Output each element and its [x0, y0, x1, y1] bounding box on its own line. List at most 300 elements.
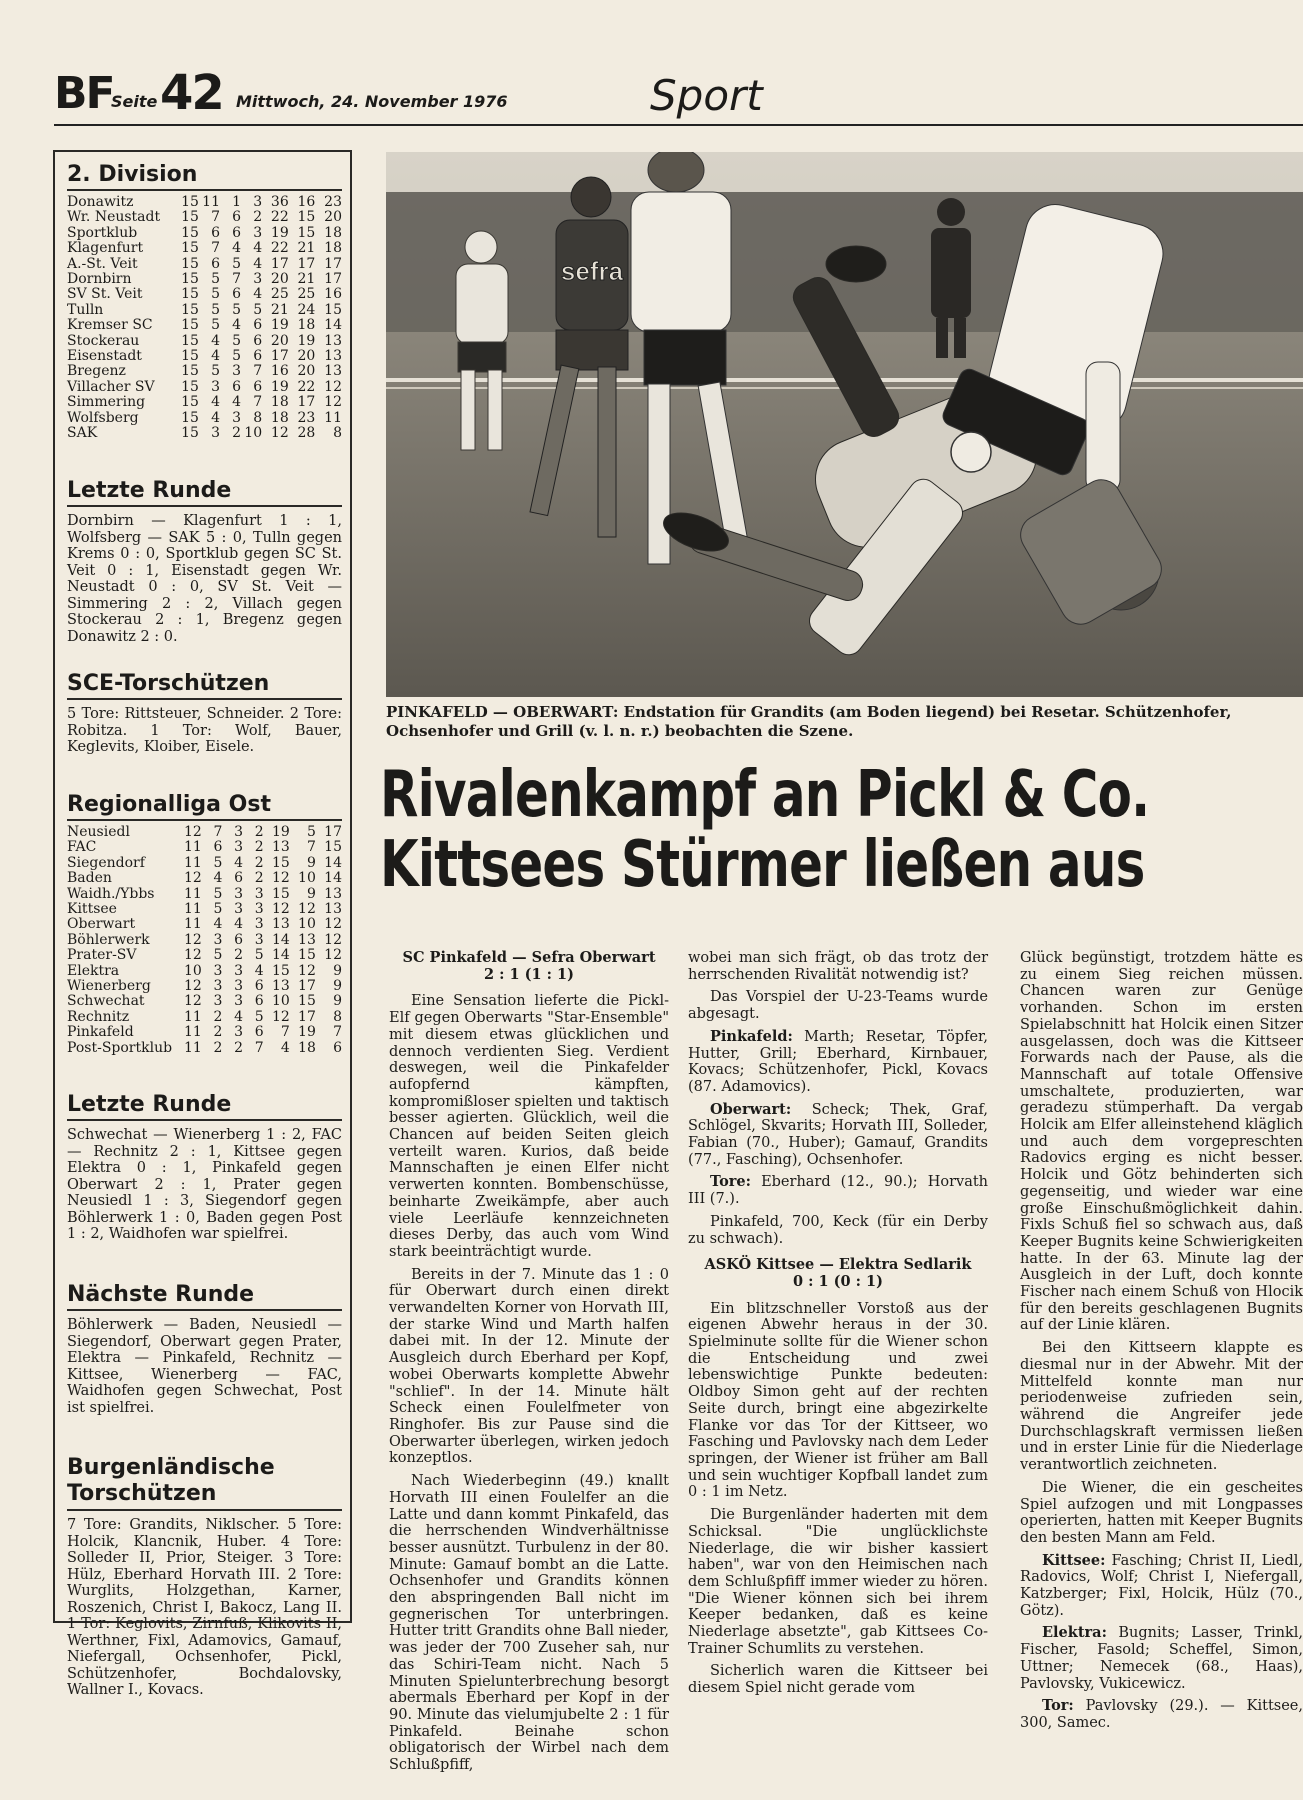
standings-value: 4	[213, 916, 223, 933]
standings-value: 3	[211, 378, 220, 395]
team-name: Stockerau	[67, 332, 140, 349]
standings-value: 3	[254, 885, 264, 902]
heading-underline	[67, 1509, 342, 1511]
page-label: Seite	[111, 92, 158, 111]
standings-value: 5	[211, 301, 220, 318]
photo-caption	[386, 703, 1303, 741]
standings-row	[67, 856, 342, 871]
standings-value: 3	[234, 962, 244, 979]
standings-value: 10	[183, 962, 202, 979]
team-name: Schwechat	[67, 993, 145, 1010]
team-name: Wienerberg	[67, 978, 151, 995]
burgenland-scorers-block	[67, 1455, 342, 1699]
standings-value: 12	[183, 870, 202, 887]
letzte-runde-2-heading: Letzte Runde	[67, 1092, 342, 1121]
regionalliga-heading: Regionalliga Ost	[67, 792, 342, 821]
standings-value: 3	[211, 425, 220, 442]
standings-value: 4	[232, 317, 242, 334]
standings-row	[67, 840, 342, 855]
standings-value: 3	[234, 993, 244, 1010]
caption-text: Endstation für Grandits (am Boden liegend) bei Resetar. Schützenhofer, Ochsenhofer und Grill (v. l. n. r.) beobachten die Szene.	[386, 703, 1232, 740]
standings-value: 17	[324, 824, 342, 840]
standings-value: 22	[270, 240, 289, 257]
letzte-runde-1-text: Dornbirn — Klagenfurt 1 : 1, Wolfsberg — SAK 5 : 0, Tulln gegen Krems 0 : 0, Sportklub gegen SC St. Veit 0 : 1, Eisenstadt gegen Wr. Neustadt 0 : 0, SV St. Veit — Simmering 2 : 2, Villach gegen Stockerau 2 : 1, Bregenz gegen Donawitz 2 : 0.	[67, 513, 342, 645]
standings-value: 6	[232, 209, 242, 226]
standings-value: 15	[181, 209, 199, 226]
regionalliga-block	[67, 792, 342, 1056]
standings-row	[67, 195, 342, 210]
lineup-text: Marth; Resetar, Töpfer, Hutter, Grill; Eberhard, Kirnbauer, Kovacs; Schützenhofer, Pickl, Kovacs (87. Adamovics).	[688, 1028, 988, 1095]
standings-value: 5	[254, 947, 264, 964]
standings-value: 2	[213, 1024, 223, 1041]
standings-row	[67, 964, 342, 979]
standings-value: 15	[181, 271, 199, 288]
standings-row	[67, 287, 342, 302]
ball-icon	[951, 432, 991, 472]
article-paragraph: Das Vorspiel der U-23-Teams wurde abgesagt.	[688, 989, 988, 1023]
standings-value: 15	[297, 209, 316, 226]
standings-value: 20	[270, 271, 289, 288]
standings-row	[67, 303, 342, 318]
standings-value: 12	[324, 947, 342, 964]
team-name: SAK	[67, 425, 98, 442]
standings-value: 6	[211, 224, 220, 241]
article-paragraph: Nach Wiederbeginn (49.) knallt Horvath III einen Foulelfer an die Latte und dann kommt Pinkafeld, das die herrschenden Windverhältnisse besser ausnützt. Turbulenz in der 80. Minute: Gamauf bombt an die Latte. Ochsenhofer und Grandits können den abspringenden Ball nicht im gegnerischen Tor unterbringen. Hutter tritt Grandits ohne Ball nieder, was jeder der 700 Zuseher sah, nur das Schiri-Team nicht. Nach 5 Minuten Spielunterbrechung besorgt abermals Eberhard per Kopf in der 90. Minute das vielumjubelte 2 : 1 für Pinkafeld. Beinahe schon obligatorisch der Wirbel nach dem Schlußpfiff,	[389, 1473, 669, 1774]
standings-value: 4	[254, 962, 264, 979]
standings-value: 12	[183, 978, 202, 995]
standings-value: 2	[254, 870, 264, 887]
standings-row	[67, 241, 342, 256]
standings-value: 15	[181, 363, 199, 380]
team-name: Tulln	[67, 301, 104, 318]
standings-row	[67, 380, 342, 395]
standings-value: 4	[253, 286, 263, 303]
team-name: A.-St. Veit	[67, 255, 138, 272]
standings-value: 3	[213, 993, 223, 1010]
standings-value: 6	[254, 993, 264, 1010]
standings-value: 6	[234, 870, 244, 887]
standings-value: 13	[298, 931, 316, 948]
standings-value: 3	[234, 978, 244, 995]
standings-value: 6	[234, 931, 244, 948]
standings-value: 19	[271, 824, 290, 840]
sce-scorers-text: 5 Tore: Rittsteuer, Schneider. 2 Tore: Robitza. 1 Tor: Wolf, Bauer, Keglevits, Kloiber, Eisele.	[67, 706, 342, 755]
standings-row	[67, 349, 342, 364]
standings-value: 3	[254, 931, 264, 948]
letzte-runde-2-text: Schwechat — Wienerberg 1 : 2, FAC — Rechnitz 2 : 1, Kittsee gegen Elektra 0 : 1, Pinkafeld gegen Oberwart 2 : 1, Prater gegen Neusiedl 1 : 3, Siegendorf gegen Böhlerwerk 1 : 0, Baden gegen Post 1 : 2, Waidhofen war spielfrei.	[67, 1127, 342, 1242]
standings-value: 4	[211, 348, 220, 365]
division2-block	[67, 162, 342, 442]
standings-value: 15	[181, 332, 199, 349]
article-column-2	[688, 950, 988, 1703]
standings-value: 4	[211, 332, 220, 349]
standings-value: 23	[324, 194, 342, 210]
team-name: Pinkafeld	[67, 1024, 134, 1041]
standings-value: 5	[211, 363, 220, 380]
naechste-runde-heading: Nächste Runde	[67, 1282, 342, 1311]
standings-value: 11	[324, 409, 342, 426]
letzte-runde-1-heading: Letzte Runde	[67, 478, 342, 507]
team-name: Simmering	[67, 394, 146, 411]
standings-value: 15	[181, 394, 199, 411]
standings-value: 6	[253, 317, 263, 334]
standings-value: 16	[270, 363, 289, 380]
lineup-lead: Kittsee:	[1042, 1551, 1106, 1569]
match-heading: ASKÖ Kittsee — Elektra Sedlarik	[704, 1256, 972, 1274]
lineup-text: Bugnits; Lasser, Trinkl, Fischer, Fasold; Scheffel, Simon, Uttner; Nemecek (68., Haas), Pavlovsky, Vukicewicz.	[1020, 1625, 1303, 1692]
standings-value: 17	[324, 255, 342, 272]
standings-value: 15	[181, 224, 199, 241]
standings-value: 21	[297, 271, 316, 288]
team-name: Wr. Neustadt	[67, 209, 161, 226]
lineup-text: Fasching; Christ II, Liedl, Radovics, Wolf; Christ I, Niefergall, Katzberger; Fixl, Holcik, Hülz (70., Götz).	[1020, 1552, 1303, 1619]
page-header	[54, 66, 1303, 130]
standings-row	[67, 994, 342, 1009]
standings-value: 3	[234, 885, 244, 902]
standings-value: 12	[324, 916, 342, 933]
team-name: Rechnitz	[67, 1008, 130, 1025]
header-rule	[54, 124, 1303, 126]
team-name: Klagenfurt	[67, 240, 144, 257]
standings-value: 2	[213, 1039, 223, 1056]
standings-value: 15	[181, 317, 199, 334]
team-name: Neusiedl	[67, 824, 130, 840]
standings-value: 3	[253, 224, 263, 241]
standings-value: 3	[213, 931, 223, 948]
standings-value: 5	[232, 255, 242, 272]
standings-value: 19	[298, 1024, 316, 1041]
standings-value: 3	[213, 978, 223, 995]
standings-value: 18	[270, 409, 289, 426]
match-photo	[386, 152, 1303, 697]
standings-value: 16	[324, 286, 342, 303]
standings-value: 15	[181, 286, 199, 303]
standings-value: 15	[324, 301, 342, 318]
standings-value: 7	[253, 394, 263, 411]
standings-value: 5	[306, 824, 316, 840]
article-paragraph: Die Burgenländer haderten mit dem Schicksal. "Die unglücklichste Niederlage, die wir bisher kassiert haben", war von den Heimischen nach dem Schlußpfiff immer wieder zu hören. "Die Wiener können sich bei ihrem Keeper bedanken, daß es keine Niederlage absetzte", gab Kittsees Co-Trainer Schumlits zu verstehen.	[688, 1507, 988, 1657]
standings-value: 11	[183, 1024, 202, 1041]
standings-value: 14	[324, 870, 342, 887]
standings-value: 4	[234, 1008, 244, 1025]
caption-lead: PINKAFELD — OBERWART:	[386, 703, 619, 721]
standings-value: 17	[297, 255, 316, 272]
standings-row	[67, 917, 342, 932]
standings-value: 12	[298, 962, 316, 979]
standings-value: 18	[297, 317, 316, 334]
standings-value: 15	[181, 425, 199, 442]
standings-value: 8	[253, 409, 263, 426]
standings-value: 4	[232, 240, 242, 257]
standings-value: 4	[211, 409, 220, 426]
standings-row	[67, 210, 342, 225]
standings-value: 6	[232, 224, 242, 241]
standings-row	[67, 257, 342, 272]
standings-value: 6	[232, 378, 242, 395]
standings-value: 18	[324, 240, 342, 257]
standings-value: 15	[297, 224, 316, 241]
standings-value: 4	[234, 916, 244, 933]
headline	[380, 758, 1150, 902]
standings-row	[67, 825, 342, 840]
goals-line	[688, 1174, 988, 1207]
team-name: Sportklub	[67, 224, 138, 241]
standings-value: 15	[181, 255, 199, 272]
standings-value: 9	[306, 854, 316, 871]
standings-value: 19	[297, 332, 316, 349]
standings-row	[67, 1010, 342, 1025]
standings-value: 25	[270, 286, 289, 303]
standings-value: 2	[232, 425, 242, 442]
goals-lead: Tor:	[1042, 1697, 1074, 1715]
team-name: Waidh./Ybbs	[67, 885, 155, 902]
standings-value: 5	[213, 885, 223, 902]
standings-value: 2	[254, 854, 264, 871]
standings-value: 19	[270, 224, 289, 241]
standings-value: 18	[270, 394, 289, 411]
standings-value: 20	[324, 209, 342, 226]
lineup-lead: Oberwart:	[710, 1100, 792, 1118]
standings-value: 17	[297, 394, 316, 411]
standings-value: 4	[213, 870, 223, 887]
standings-value: 11	[183, 885, 202, 902]
article-paragraph: Bereits in der 7. Minute das 1 : 0 für Oberwart durch einen direkt verwandelten Korner von Horvath III, der starke Wind und Marth halfen dabei mit. In der 12. Minute der Ausgleich durch Eberhard per Kopf, wobei Oberwarts komplette Abwehr "schlief". In der 14. Minute hält Scheck einen Foulelfmeter von Ringhofer. Bis zur Pause sind die Oberwarter überlegen, wirken jedoch konzeptlos.	[389, 1266, 669, 1467]
standings-value: 7	[232, 271, 242, 288]
standings-value: 12	[324, 378, 342, 395]
standings-row	[67, 226, 342, 241]
standings-value: 11	[202, 194, 220, 210]
goals-lead: Tore:	[710, 1173, 752, 1191]
standings-value: 25	[297, 286, 316, 303]
standings-value: 10	[244, 425, 263, 442]
standings-value: 2	[213, 1008, 223, 1025]
standings-value: 13	[271, 839, 290, 856]
team-name: Siegendorf	[67, 854, 145, 871]
standings-value: 6	[253, 332, 263, 349]
team-name: Böhlerwerk	[67, 931, 150, 948]
standings-value: 2	[253, 209, 263, 226]
standings-value: 7	[333, 1024, 342, 1041]
standings-row	[67, 948, 342, 963]
standings-value: 5	[211, 286, 220, 303]
standings-value: 7	[306, 839, 316, 856]
article-paragraph: wobei man sich frägt, ob das trotz der herrschenden Rivalität notwendig ist?	[688, 950, 988, 983]
naechste-runde-block	[67, 1282, 342, 1416]
standings-value: 12	[183, 947, 202, 964]
team-name: Wolfsberg	[67, 409, 139, 426]
lineup-kittsee	[1020, 1553, 1303, 1620]
standings-value: 15	[298, 993, 316, 1010]
article-paragraph: Glück begünstigt, trotzdem hätte es zu einem Sieg reichen müssen. Chancen waren zur Genüge vorhanden. Schon im ersten Spielabschnitt hat Holcik einen Sitzer ausgelassen, doch was die Kittseer Forwards nach der Pause, als die Mannschaft auf totale Offensive umschaltete, produzierten, war geradezu stümperhaft. Da vergab Holcik am Elfer alleinstehend kläglich und auch dem vorgepreschten Radovics erging es nicht besser. Holcik und Götz behinderten sich gegenseitig, und wieder war eine große Einschußmöglichkeit dahin. Fixls Schuß fiel so schwach aus, daß Keeper Bugnits keine Schwierigkeiten hatte. In der 63. Minute lag der Ausgleich in der Luft, doch konnte Fischer nach einem Schuß von Hlocik für den bereits geschlagenen Bugnits auf der Linie klären.	[1020, 950, 1303, 1334]
team-name: FAC	[67, 839, 97, 856]
standings-value: 15	[181, 240, 199, 257]
standings-value: 15	[181, 348, 199, 365]
standings-value: 2	[234, 1039, 244, 1056]
standings-value: 6	[254, 1024, 264, 1041]
match-score: 0 : 1 (0 : 1)	[792, 1272, 884, 1290]
standings-value: 19	[270, 317, 289, 334]
standings-value: 3	[232, 409, 242, 426]
standings-value: 10	[298, 916, 316, 933]
standings-value: 17	[298, 1008, 316, 1025]
standings-value: 12	[324, 394, 342, 411]
standings-row	[67, 426, 342, 441]
article-paragraph: Ein blitzschneller Vorstoß aus der eigenen Abwehr heraus in der 30. Spielminute sollte für die Wiener schon die Entscheidung und zwei lebenswichtige Punkte bedeuten: Oldboy Simon geht auf der rechten Seite durch, bringt eine abgezirkelte Flanke vor das Tor der Kittseer, wo Fasching und Pavlovsky nach dem Leder springen, der Wiener ist früher am Ball und sein wuchtiger Kopfball landet zum 0 : 1 im Netz.	[688, 1300, 988, 1501]
standings-value: 14	[324, 854, 342, 871]
standings-value: 22	[297, 378, 316, 395]
standings-value: 15	[324, 839, 342, 856]
letzte-runde-1-block	[67, 478, 342, 645]
standings-row	[67, 902, 342, 917]
standings-value: 22	[270, 209, 289, 226]
standings-value: 11	[183, 854, 202, 871]
standings-value: 18	[324, 224, 342, 241]
standings-value: 18	[298, 1039, 316, 1056]
standings-value: 12	[183, 993, 202, 1010]
team-name: Elektra	[67, 962, 120, 979]
standings-value: 17	[270, 348, 289, 365]
standings-value: 8	[333, 425, 342, 442]
team-name: Oberwart	[67, 916, 136, 933]
standings-value: 6	[253, 378, 263, 395]
standings-value: 5	[254, 1008, 264, 1025]
standings-value: 12	[271, 870, 290, 887]
goals-text: Eberhard (12., 90.); Horvath III (7.).	[688, 1174, 989, 1208]
standings-value: 3	[234, 824, 244, 840]
lineup-text: Scheck; Thek, Graf, Schlögel, Skvarits; Horvath III, Solleder, Fabian (70., Huber); Gamauf, Grandits (77., Fasching), Ochsenhofer.	[688, 1101, 989, 1168]
lineup-elektra	[1020, 1625, 1303, 1692]
jersey-sponsor-text: sefra	[560, 256, 624, 286]
standings-value: 1	[232, 194, 242, 210]
standings-value: 5	[213, 901, 223, 918]
team-name: Kittsee	[67, 901, 117, 918]
standings-value: 11	[183, 901, 202, 918]
standings-row	[67, 272, 342, 287]
issue-date: Mittwoch, 24. November 1976	[236, 92, 508, 111]
standings-value: 15	[271, 885, 290, 902]
standings-row	[67, 933, 342, 948]
page-number: 42	[160, 65, 223, 121]
standings-value: 7	[253, 363, 263, 380]
standings-row	[67, 411, 342, 426]
standings-value: 13	[324, 348, 342, 365]
results-sidebar	[53, 150, 352, 1698]
team-name: Post-Sportklub	[67, 1039, 173, 1056]
standings-value: 12	[271, 1008, 290, 1025]
team-name: Eisenstadt	[67, 348, 142, 365]
standings-value: 15	[181, 301, 199, 318]
team-name: Villacher SV	[67, 378, 155, 395]
standings-value: 3	[253, 194, 263, 210]
article-paragraph: Pinkafeld, 700, Keck (für ein Derby zu schwach).	[688, 1213, 988, 1247]
standings-value: 4	[280, 1039, 290, 1056]
standings-row	[67, 318, 342, 333]
standings-value: 16	[297, 194, 316, 210]
standings-value: 13	[324, 363, 342, 380]
article-paragraph: Die Wiener, die ein gescheites Spiel aufzogen und mit Longpasses operierten, hatten mit Keeper Bugnits den besten Mann am Feld.	[1020, 1479, 1303, 1546]
article-paragraph: Bei den Kittseern klappte es diesmal nur in der Abwehr. Mit der Mittelfeld konnte man nur periodenweise zufrieden sein, während die Angreifer jede Durchschlagskraft vermissen ließen und in erster Linie für die Niederlage verantwortlich zeichneten.	[1020, 1340, 1303, 1474]
standings-value: 12	[324, 931, 342, 948]
standings-value: 9	[333, 993, 342, 1010]
standings-value: 7	[280, 1024, 290, 1041]
team-name: Kremser SC	[67, 317, 153, 334]
standings-value: 5	[232, 301, 242, 318]
standings-value: 11	[183, 839, 202, 856]
section-title: Sport	[650, 71, 763, 120]
standings-value: 6	[213, 839, 223, 856]
standings-value: 12	[271, 901, 290, 918]
standings-value: 15	[181, 378, 199, 395]
burgenland-scorers-heading: Burgenländische Torschützen	[67, 1455, 275, 1506]
standings-value: 12	[183, 931, 202, 948]
lineup-lead: Pinkafeld:	[710, 1027, 793, 1045]
goals-text: Pavlovsky (29.). — Kittsee, 300, Samec.	[1020, 1698, 1303, 1731]
standings-value: 4	[232, 394, 242, 411]
regionalliga-table	[67, 825, 342, 1056]
team-name: Donawitz	[67, 194, 134, 210]
standings-row	[67, 334, 342, 349]
team-name: Prater-SV	[67, 947, 137, 964]
standings-value: 11	[183, 916, 202, 933]
standings-value: 20	[297, 363, 316, 380]
naechste-runde-text: Böhlerwerk — Baden, Neusiedl — Siegendorf, Oberwart gegen Prater, Elektra — Pinkafeld, Rechnitz — Kittsee, Wienerberg — FAC, Waidhofen gegen Schwechat, Post ist spielfrei.	[67, 1317, 342, 1416]
standings-value: 13	[324, 901, 342, 918]
standings-value: 3	[213, 962, 223, 979]
standings-value: 3	[253, 271, 263, 288]
standings-value: 28	[297, 425, 316, 442]
standings-value: 10	[271, 993, 290, 1010]
lineup-lead: Elektra:	[1042, 1624, 1107, 1642]
standings-value: 7	[213, 824, 223, 840]
standings-row	[67, 979, 342, 994]
standings-value: 3	[234, 901, 244, 918]
standings-value: 20	[297, 348, 316, 365]
sce-scorers-block	[67, 671, 342, 756]
article-paragraph: Eine Sensation lieferte die Pickl-Elf gegen Oberwarts "Star-Ensemble" mit diesem etwas glücklichen und dennoch verdienten Sieg. Verdient deswegen, weil die Pinkafelder aufopfernd kämpften, kompromißloser spielten und taktisch besser agierten. Glücklich, weil die Chancen auf beiden Seiten gleich verteilt waren. Kurios, daß beide Mannschaften je einen Elfer nicht verwerten konnten. Bombenschüsse, beinharte Zweikämpfe, aber auch viele Leerläufe kennzeichneten dieses Derby, das auch vom Wind stark beeinträchtigt wurde.	[389, 993, 669, 1260]
article-column-1	[389, 950, 669, 1780]
letzte-runde-2-block	[67, 1092, 342, 1243]
standings-value: 13	[271, 978, 290, 995]
standings-value: 36	[270, 194, 289, 210]
burgenland-scorers-text: 7 Tore: Grandits, Niklscher. 5 Tore: Holcik, Klancnik, Huber. 4 Tore: Solleder II, Prior, Steiger. 3 Tore: Hülz, Eberhard Horvath III. 2 Tore: Wurglits, Holzgethan, Karner, Roszenich, Christ I, Bakocz, Lang II. 1 Tor: Keglovits, Zirnfuß, Klikovits II, Werthner, Fixl, Adamovics, Gamauf, Niefergall, Ochsenhofer, Pickl, Schützenhofer, Bochdalovsky, Wallner I., Kovacs.	[67, 1517, 342, 1698]
standings-value: 4	[211, 394, 220, 411]
team-name: Bregenz	[67, 363, 126, 380]
standings-value: 15	[271, 962, 290, 979]
newspaper-logo: BF	[54, 68, 114, 119]
article-paragraph: Sicherlich waren die Kittseer bei diesem Spiel nicht gerade vom	[688, 1663, 988, 1697]
standings-value: 12	[298, 901, 316, 918]
standings-value: 6	[254, 978, 264, 995]
article-column-3	[1020, 950, 1303, 1770]
standings-value: 15	[181, 194, 199, 210]
standings-value: 12	[270, 425, 289, 442]
standings-value: 5	[211, 317, 220, 334]
lineup-oberwart	[688, 1102, 988, 1169]
standings-value: 5	[213, 854, 223, 871]
team-name: Dornbirn	[67, 271, 132, 288]
standings-value: 5	[211, 271, 220, 288]
standings-row	[67, 887, 342, 902]
standings-value: 6	[333, 1039, 342, 1056]
standings-value: 9	[306, 885, 316, 902]
standings-row	[67, 364, 342, 379]
standings-value: 24	[297, 301, 316, 318]
headline-line-2: Kittsees Stürmer ließen aus	[380, 828, 1145, 902]
standings-value: 14	[271, 947, 290, 964]
standings-row	[67, 1025, 342, 1040]
standings-value: 23	[297, 409, 316, 426]
standings-value: 11	[183, 1039, 202, 1056]
